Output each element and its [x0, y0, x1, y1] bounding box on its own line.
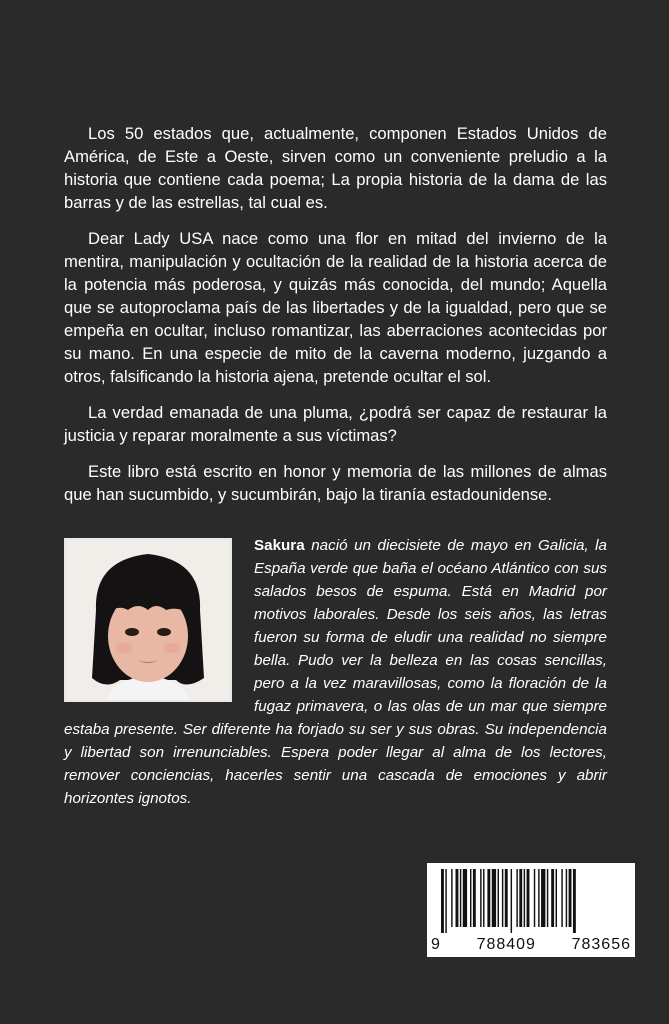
barcode-bars [433, 869, 629, 933]
barcode-bar [487, 869, 490, 927]
barcode-bar [456, 869, 459, 927]
barcode-bar [505, 869, 508, 927]
barcode-bar [511, 869, 512, 933]
barcode-bar [551, 869, 554, 927]
barcode-bar [573, 869, 576, 933]
isbn-prefix: 9 [431, 936, 441, 953]
barcode-bar [566, 869, 567, 927]
barcode-bar [473, 869, 476, 927]
barcode-bar [561, 869, 562, 927]
author-photo [64, 538, 232, 702]
barcode-bar [519, 869, 522, 927]
barcode-bar [470, 869, 471, 927]
barcode-bar [445, 869, 446, 933]
barcode-bar [502, 869, 503, 927]
author-name: Sakura [254, 537, 305, 554]
barcode-bar [483, 869, 484, 927]
barcode-bar [538, 869, 539, 927]
barcode-bar [480, 869, 481, 927]
isbn-group-1: 788409 [476, 936, 536, 953]
isbn-group-2: 783656 [571, 936, 631, 953]
barcode-bar [451, 869, 452, 927]
isbn-number [431, 936, 631, 954]
blurb-paragraph-4: Este libro está escrito en honor y memoria de las millones de almas que han sucumbido, y sucumbirán, bajo la tiranía estadounidense. [64, 462, 607, 504]
author-bio [64, 534, 607, 810]
blurb-paragraph-2: Dear Lady USA nace como una flor en mitad del invierno de la mentira, manipulación y ocultación de la realidad de la historia acerca de la potencia más poderosa, y quizás más conocida, del mundo; Aquella que se autoproclama país de las libertades y de la igualdad, pero que se empeña en ocultar, incluso romantizar, las aberraciones acontecidas por su mano. En una especie de mito de la caverna moderno, juzgando a otros, falsificando la historia ajena, pretende ocultar el sol. [64, 229, 607, 386]
barcode-bar [527, 869, 530, 927]
barcode-bar [498, 869, 499, 927]
barcode-bar [492, 869, 496, 927]
barcode-bar [569, 869, 572, 927]
barcode-bar [516, 869, 517, 927]
book-blurb [64, 122, 607, 519]
barcode-bar [460, 869, 461, 927]
barcode-bar [541, 869, 545, 927]
author-bio-text: nació un diecisiete de mayo en Galicia, la España verde que baña el océano Atlántico con sus salados besos de espuma. Está en Madrid por motivos laborales. Desde los seis años, las letras fueron su forma de eludir una realidad no siempre bella. Pudo ver la belleza en las cosas sencillas, pero a la vez maravillosas, como la floración de la fugaz primavera, o las olas de un mar que siempre estaba presente. Ser diferente ha forjado su ser y sus obras. Su independencia y libertad son irrenunciables. Espera poder llegar al alma de los lectores, remover conciencias, hacerles sentir una cascada de emociones y abrir horizontes ignotos. [64, 537, 607, 807]
author-portrait-illustration [66, 540, 230, 700]
isbn-barcode [427, 863, 635, 957]
blurb-paragraph-1: Los 50 estados que, actualmente, componen Estados Unidos de América, de Este a Oeste, sirven como un conveniente preludio a la historia que contiene cada poema; La propia historia de la dama de las barras y de las estrellas, tal cual es. [64, 124, 607, 212]
blurb-paragraph-3: La verdad emanada de una pluma, ¿podrá ser capaz de restaurar la justicia y reparar moralmente a sus víctimas? [64, 403, 607, 445]
barcode-bar [556, 869, 557, 927]
barcode-bar [524, 869, 525, 927]
barcode-bar [463, 869, 467, 927]
barcode-bar [441, 869, 444, 933]
barcode-bar [547, 869, 548, 927]
barcode-bar [534, 869, 535, 927]
